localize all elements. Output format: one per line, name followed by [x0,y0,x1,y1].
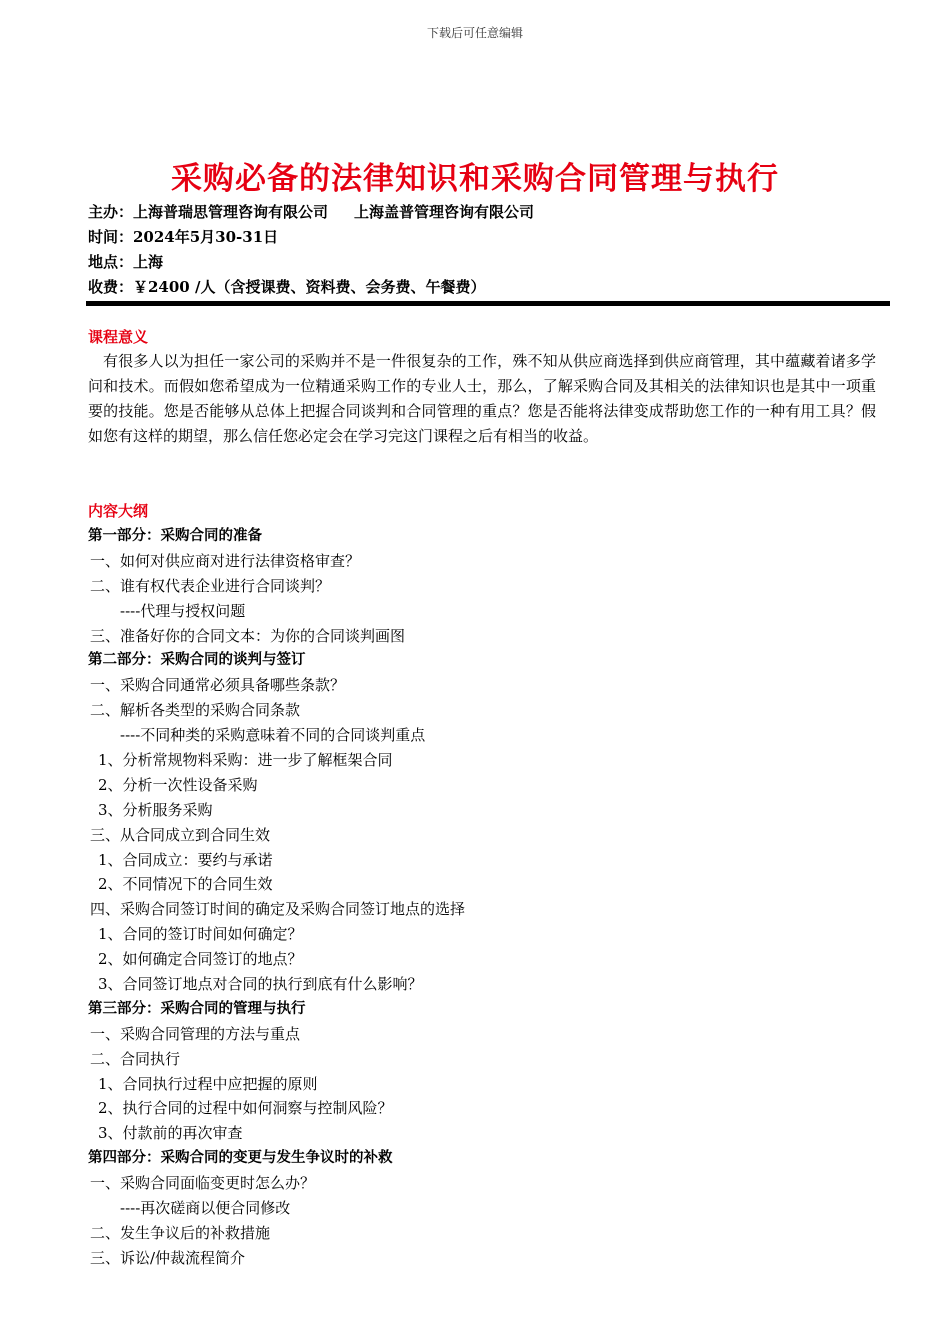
outline-item: 一、采购合同通常必须具备哪些条款？ [90,676,346,695]
time-line: 时间：2024年5月30-31日 [88,228,279,246]
outline-part-heading: 第二部分：采购合同的谈判与签订 [88,652,306,669]
outline-item: 1、分析常规物料采购：进一步了解框架合同 [98,751,393,770]
outline-item: 一、采购合同管理的方法与重点 [90,1024,301,1043]
outline-item: 2、分析一次性设备采购 [98,775,258,794]
header-divider [86,301,890,306]
organizer-1: 上海普瑞思管理咨询有限公司 [133,203,329,221]
outline-item: 3、付款前的再次审查 [98,1124,243,1143]
outline-item: 一、采购合同面临变更时怎么办？ [90,1174,316,1193]
outline-item: 3、合同签订地点对合同的执行到底有什么影响？ [98,975,423,994]
outline-part-heading: 第一部分：采购合同的准备 [88,528,262,544]
outline-item: 四、采购合同签订时间的确定及采购合同签订地点的选择 [90,900,466,919]
outline-item: 三、从合同成立到合同生效 [90,825,271,844]
fee-line: 收费：￥2400 /人（含授课费、资料费、会务费、午餐费） [88,278,486,296]
outline-item: 2、执行合同的过程中如何洞察与控制风险？ [98,1099,393,1118]
outline-item: 二、合同执行 [90,1049,181,1068]
outline-part-heading: 第四部分：采购合同的变更与发生争议时的补救 [88,1150,393,1167]
outline-item: 1、合同成立：要约与承诺 [98,850,273,869]
outline-item: ----不同种类的采购意味着不同的合同谈判重点 [120,726,426,745]
outline-item: ----代理与授权问题 [120,601,246,620]
organizer-line [88,202,534,222]
outline-item: 1、合同的签订时间如何确定？ [98,925,303,944]
outline-item: 2、如何确定合同签订的地点？ [98,950,303,969]
outline-item: 一、如何对供应商对进行法律资格审查？ [90,551,361,570]
outline-item: 2、不同情况下的合同生效 [98,875,273,894]
outline-item: 3、分析服务采购 [98,800,213,819]
outline-item: 二、谁有权代表企业进行合同谈判？ [90,576,331,595]
outline-heading: 内容大纲 [88,502,149,520]
outline-item: 二、发生争议后的补救措施 [90,1223,271,1242]
outline-item: 二、解析各类型的采购合同条款 [90,701,301,720]
outline-item: 三、诉讼/仲裁流程简介 [90,1248,246,1267]
page-title: 采购必备的法律知识和采购合同管理与执行 [171,161,779,197]
outline-part-heading: 第三部分：采购合同的管理与执行 [88,1000,306,1017]
outline-item: 三、准备好你的合同文本：为你的合同谈判画图 [90,626,406,645]
outline-item: ----再次磋商以便合同修改 [120,1199,291,1218]
place-line: 地点：上海 [88,253,164,271]
page-header-note: 下载后可任意编辑 [426,26,523,40]
significance-heading: 课程意义 [88,328,149,346]
organizer-2: 上海盖普管理咨询有限公司 [354,203,535,221]
outline-item: 1、合同执行过程中应把握的原则 [98,1074,318,1093]
outline-list [88,524,868,1271]
significance-paragraph: 有很多人以为担任一家公司的采购并不是一件很复杂的工作，殊不知从供应商选择到供应商管理，其中蕴藏着诸多学问和技术。而假如您希望成为一位精通采购工作的专业人士，那么，了解采购合同及其相关的法律知识也是其中一项重要的技能。您是否能够从总体上把握合同谈判和合同管理的重点？您是否能将法律变成帮助您工作的一种有用工具？假如您有这样的期望，那么信任您必定会在学习完这门课程之后有相当的收益。 [88,352,876,445]
organizer-label: 主办： [88,203,134,221]
